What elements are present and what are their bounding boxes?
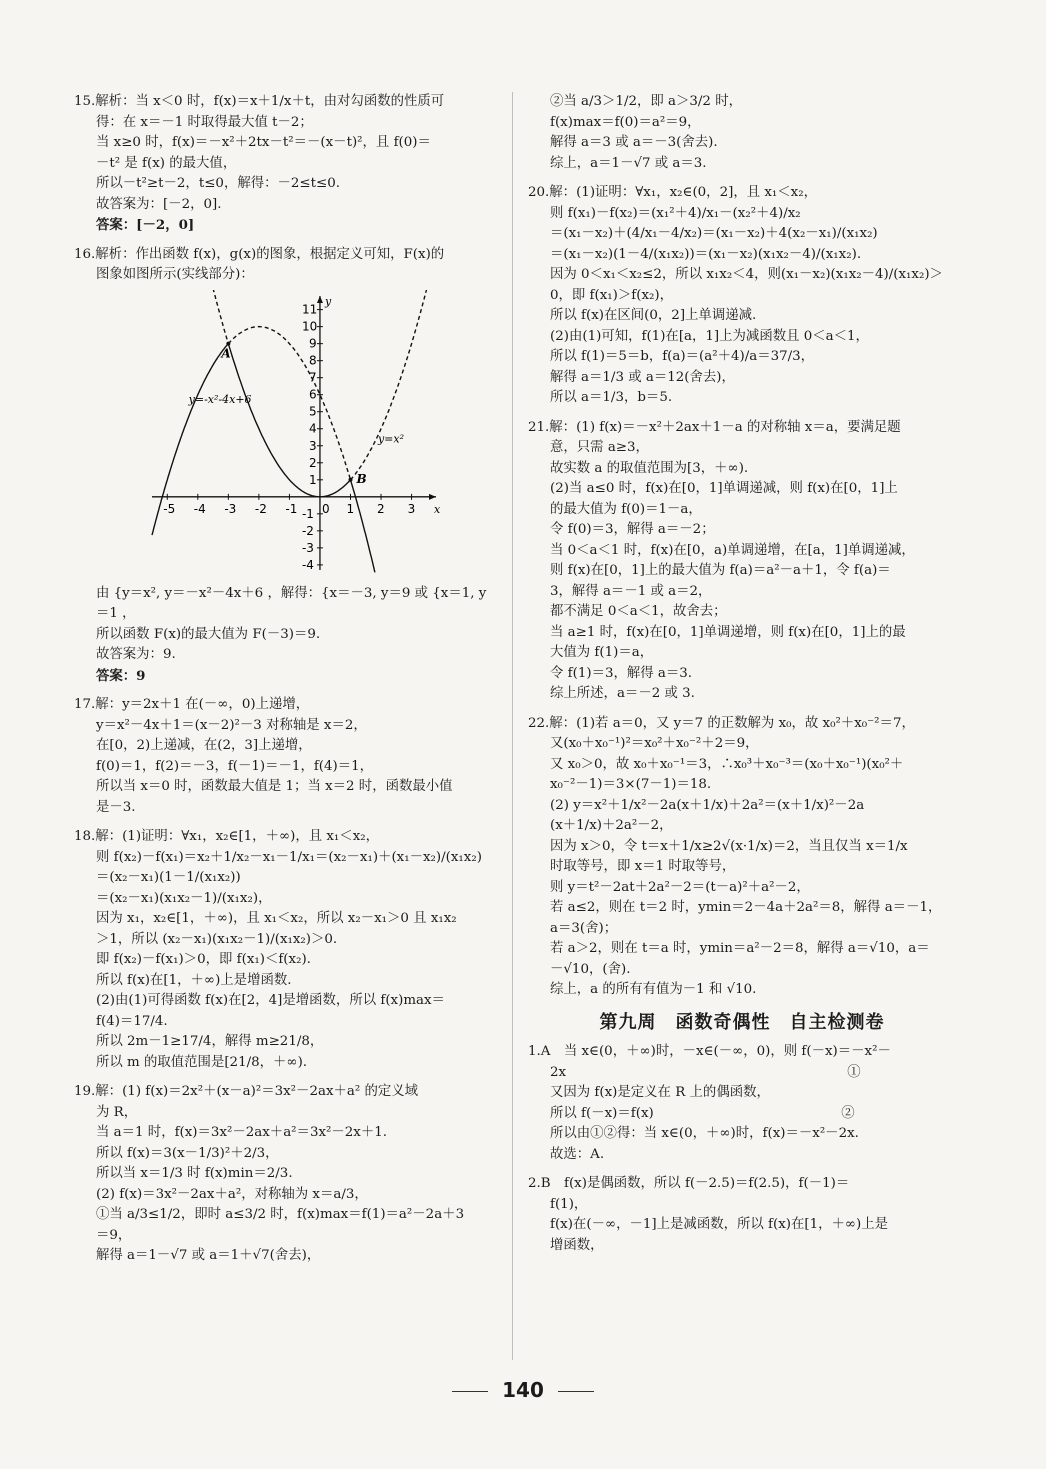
text-line: 是－3.	[96, 799, 136, 815]
text-line: 综上所述，a＝－2 或 3.	[550, 686, 695, 701]
text-line: 所以 m 的取值范围是[21/8，＋∞).	[96, 1054, 308, 1070]
y-axis-arrow	[317, 296, 323, 303]
text-line: 都不满足 0＜a＜1，故舍去；	[550, 604, 727, 619]
series-label: y=-x²-4x+6	[188, 392, 252, 406]
text-line: (2)由(1)可知，f(1)在[a，1]上为减函数且 0＜a＜1，	[550, 328, 869, 344]
text-line: ＝9，	[96, 1227, 132, 1243]
text-line: 因为 0＜x₁＜x₂≤2，所以 x₁x₂＜4，则(x₁－x₂)(x₁x₂－4)/(x₁x₂)＞	[550, 267, 943, 282]
y-tick-label: 3	[308, 438, 317, 453]
text-line: 解得 a＝3 或 a＝－3(舍去).	[550, 135, 718, 150]
text-line: 令 f(0)＝3，解得 a＝－2；	[550, 522, 715, 537]
y-tick-label: 10	[301, 319, 318, 334]
text-line: (2) f(x)＝3x²－2ax＋a²，对称轴为 x＝a/3，	[96, 1186, 368, 1202]
page-footer	[0, 1378, 1046, 1402]
text-line: f(1)，	[550, 1196, 588, 1212]
x-tick-label: 2	[377, 501, 385, 516]
text-line: 为 R，	[96, 1104, 138, 1120]
text-line: 0，即 f(x₁)＞f(x₂)，	[550, 287, 673, 303]
text-line: (2) y＝x²＋1/x²－2a(x＋1/x)＋2a²＝(x＋1/x)²－2a	[550, 797, 865, 813]
y-tick-label: 2	[308, 455, 317, 470]
text-line: (x＋1/x)＋2a²－2，	[550, 818, 673, 833]
problem-solution-line: 20.解：(1)证明：∀x₁，x₂∈(0，2]，且 x₁＜x₂，	[528, 185, 817, 200]
graph-svg	[144, 290, 444, 580]
curve-x-squared-right-dashed	[351, 290, 427, 480]
problem-solution-line: 18.解：(1)证明：∀x₁，x₂∈[1，＋∞)，且 x₁＜x₂，	[74, 829, 380, 844]
y-tick-label: -1	[301, 506, 314, 521]
text-line: 又因为 f(x)是定义在 R 上的偶函数，	[550, 1085, 770, 1100]
y-tick-label: -2	[301, 523, 314, 538]
x-tick-label: 1	[346, 501, 355, 516]
text-line: 2x ①	[550, 1064, 861, 1080]
text-line: 则 f(x)在[0，1]上的最大值为 f(a)＝a²－a＋1，令 f(a)＝	[550, 563, 891, 578]
text-line: 答案：9	[96, 667, 146, 684]
intersection-point	[348, 477, 352, 481]
text-line: ＞1，所以 (x₂－x₁)(x₁x₂－1)/(x₁x₂)＞0.	[96, 931, 338, 947]
text-line: 所以 2m－1≥17/4，解得 m≥21/8，	[96, 1034, 324, 1049]
text-line: ＝(x₁－x₂)(1－4/(x₁x₂))＝(x₁－x₂)(x₁x₂－4)/(x₁x₂).	[550, 246, 862, 262]
text-line: 意，只需 a≥3，	[550, 440, 649, 455]
right-column	[528, 92, 956, 1256]
y-tick-label: 11	[301, 302, 318, 317]
y-tick-label: -3	[301, 540, 314, 555]
function-graph	[144, 290, 444, 580]
x-axis-label: x	[434, 502, 441, 516]
text-line: x₀⁻²－1)＝3×(7－1)＝18.	[550, 777, 712, 792]
text-line: 当 a≥1 时，f(x)在[0，1]单调递增，则 f(x)在[0，1]上的最	[550, 624, 906, 640]
section-title: 第九周 函数奇偶性 自主检测卷	[599, 1011, 885, 1033]
x-tick-label: -4	[193, 501, 206, 516]
text-line: 综上，a＝1－√7 或 a＝3.	[550, 155, 707, 171]
text-line: 所以 f(x)在区间(0，2]上单调递减.	[550, 308, 757, 323]
text-line: 令 f(1)＝3，解得 a＝3.	[550, 665, 693, 681]
y-axis-label: y	[324, 294, 332, 308]
problem-solution-line: 2.B f(x)是偶函数，所以 f(－2.5)＝f(2.5)，f(－1)＝	[528, 1176, 850, 1191]
text-line: 时取等号，即 x＝1 时取等号，	[550, 859, 736, 874]
text-line: 解得 a＝1－√7 或 a＝1＋√7(舍去)，	[96, 1248, 321, 1263]
y-tick-label: 7	[308, 370, 317, 385]
text-line: f(0)＝1，f(2)＝－3，f(－1)＝－1，f(4)＝1，	[96, 758, 374, 774]
text-line: 即 f(x₂)－f(x₁)＞0，即 f(x₁)＜f(x₂).	[96, 952, 311, 967]
y-tick-label: 6	[308, 387, 317, 402]
text-line: 所以 f(－x)＝f(x) ②	[550, 1105, 855, 1121]
text-line: ②当 a/3＞1/2，即 a＞3/2 时，	[550, 94, 742, 109]
footer-dash-right	[558, 1391, 594, 1392]
text-line: 故选：A.	[550, 1146, 605, 1162]
y-tick-label: 1	[308, 472, 317, 487]
text-line: 解得 a＝1/3 或 a＝12(舍去)，	[550, 369, 735, 385]
text-line: 所以由①②得：当 x∈(0，＋∞)时，f(x)＝－x²－2x.	[550, 1126, 859, 1141]
text-line: 的最大值为 f(0)＝1－a，	[550, 501, 702, 517]
text-line: 当 a＝1 时，f(x)＝3x²－2ax＋a²＝3x²－2x＋1.	[96, 1125, 388, 1140]
text-line: 由 {y＝x², y＝－x²－4x＋6 ，解得：{x＝－3, y＝9 或 {x＝1, y＝1 ，	[96, 585, 487, 621]
text-line: y＝x²－4x＋1＝(x－2)²－3 对称轴是 x＝2，	[96, 717, 367, 733]
text-line: 因为 x＞0，令 t＝x＋1/x≥2√(x·1/x)＝2，当且仅当 x＝1/x	[550, 838, 908, 854]
footer-dash-left	[452, 1391, 488, 1392]
text-line: 则 f(x₂)－f(x₁)＝x₂＋1/x₂－x₁－1/x₁＝(x₂－x₁)＋(x₁－x₂)/(x₁x₂)	[96, 849, 482, 865]
text-line: f(x)在(－∞，－1]上是减函数，所以 f(x)在[1，＋∞)上是	[550, 1217, 889, 1232]
text-line: 所以－t²≥t－2，t≤0，解得：－2≤t≤0.	[96, 176, 341, 191]
curve-parabola-down-right-solid	[351, 479, 375, 572]
x-tick-label: -3	[224, 501, 237, 516]
text-line: 当 x≥0 时，f(x)＝－x²＋2tx－t²＝－(x－t)²，且 f(0)＝	[96, 135, 431, 150]
problem-solution-line: 1.A 当 x∈(0，＋∞)时，－x∈(－∞，0)，则 f(－x)＝－x²－	[528, 1044, 891, 1059]
problem-solution-line: 15.解析：当 x＜0 时，f(x)＝x＋1/x＋t，由对勾函数的性质可	[74, 94, 445, 109]
text-line: 3，解得 a＝－1 或 a＝2，	[550, 583, 712, 599]
left-column	[74, 92, 499, 1267]
x-tick-label: -1	[285, 501, 298, 516]
text-line: 所以当 x＝1/3 时 f(x)min＝2/3.	[96, 1166, 293, 1181]
problem-solution-line: 16.解析：作出函数 f(x)，g(x)的图象，根据定义可知，F(x)的	[74, 246, 445, 262]
y-tick-label: 5	[308, 404, 317, 419]
y-tick-label: 4	[308, 421, 317, 436]
text-line: 故答案为：9.	[96, 647, 176, 662]
point-label: B	[356, 471, 367, 486]
page-number: 140	[502, 1378, 544, 1402]
problem-solution-line: 22.解：(1)若 a＝0，又 y＝7 的正数解为 x₀，故 x₀²＋x₀⁻²＝7，	[528, 715, 915, 731]
x-tick-label: -5	[163, 501, 176, 516]
text-line: 图象如图所示(实线部分)：	[96, 267, 254, 282]
text-line: a＝3(舍)；	[550, 920, 618, 936]
x-tick-label: 3	[407, 501, 416, 516]
x-tick-label: -2	[254, 501, 267, 516]
intersection-point	[226, 341, 230, 345]
text-line: 得：在 x＝－1 时取得最大值 t－2；	[96, 114, 313, 130]
text-line: 故答案为：[－2，0].	[96, 196, 222, 212]
text-line: f(x)max＝f(0)＝a²＝9，	[550, 114, 701, 130]
text-line: ＝(x₁－x₂)＋(4/x₁－4/x₂)＝(x₁－x₂)＋4(x₂－x₁)/(x₁x₂)	[550, 226, 878, 241]
text-line: 综上，a 的所有有值为－1 和 √10.	[550, 982, 757, 997]
text-line: ①当 a/3≤1/2，即时 a≤3/2 时，f(x)max＝f(1)＝a²－2a＋3	[96, 1207, 465, 1222]
text-line: 当 0＜a＜1 时，f(x)在[0，a)单调递增，在[a，1]单调递减，	[550, 542, 915, 558]
problem-solution-line: 19.解：(1) f(x)＝2x²＋(x－a)²＝3x²－2ax＋a² 的定义域	[74, 1084, 419, 1099]
text-line: f(4)＝17/4.	[96, 1013, 168, 1029]
text-line: 所以当 x＝0 时，函数最大值是 1；当 x＝2 时，函数最小值	[96, 779, 453, 794]
text-line: 增函数，	[550, 1237, 604, 1253]
text-line: 所以 a＝1/3，b＝5.	[550, 390, 673, 405]
text-line: 若 a＞2，则在 t＝a 时，ymin＝a²－2＝8，解得 a＝√10，a＝	[550, 941, 930, 956]
x-tick-label: 0	[321, 501, 330, 516]
text-line: 则 y＝t²－2at＋2a²－2＝(t－a)²＋a²－2，	[550, 879, 810, 895]
text-line: －t² 是 f(x) 的最大值，	[96, 155, 237, 171]
problem-solution-line: 21.解：(1) f(x)＝－x²＋2ax＋1－a 的对称轴 x＝a，要满足题	[528, 419, 901, 435]
text-line: 所以 f(x)＝3(x－1/3)²＋2/3，	[96, 1145, 279, 1161]
text-line: 答案：[－2，0]	[96, 217, 195, 233]
text-line: 则 f(x₁)－f(x₂)＝(x₁²＋4)/x₁－(x₂²＋4)/x₂	[550, 205, 801, 221]
text-line: (2)当 a≤0 时，f(x)在[0，1]单调递减，则 f(x)在[0，1]上	[550, 481, 898, 496]
problem-solution-line: 17.解：y＝2x＋1 在(－∞，0)上递增，	[74, 697, 310, 712]
y-tick-label: 9	[308, 336, 317, 351]
text-line: 所以函数 F(x)的最大值为 F(－3)＝9.	[96, 626, 321, 642]
text-line: 故实数 a 的取值范围为[3，＋∞).	[550, 460, 749, 476]
y-tick-label: -4	[301, 557, 314, 572]
point-label: A	[221, 346, 231, 361]
text-line: －√10，(舍).	[550, 961, 631, 977]
curve-x-squared-left-dashed	[213, 290, 228, 344]
series-label: y=x²	[377, 431, 405, 445]
x-axis-arrow	[429, 493, 436, 499]
text-line: 因为 x₁，x₂∈[1，＋∞)，且 x₁＜x₂，所以 x₂－x₁＞0 且 x₁x₂	[96, 911, 457, 926]
text-line: ＝(x₂－x₁)(1－1/(x₁x₂))	[96, 870, 241, 885]
text-line: 又 x₀＞0，故 x₀＋x₀⁻¹＝3，∴x₀³＋x₀⁻³＝(x₀＋x₀⁻¹)(x₀²＋	[550, 756, 904, 772]
curve-x-squared-solid	[228, 343, 350, 496]
text-line: 所以 f(1)＝5＝b，f(a)＝(a²＋4)/a＝37/3，	[550, 349, 815, 364]
text-line: 又(x₀＋x₀⁻¹)²＝x₀²＋x₀⁻²＋2＝9，	[550, 736, 759, 751]
text-line: (2)由(1)可得函数 f(x)在[2，4]是增函数，所以 f(x)max＝	[96, 993, 445, 1008]
text-line: 在[0，2)上递减，在(2，3]上递增，	[96, 738, 312, 753]
text-line: 大值为 f(1)＝a，	[550, 645, 654, 660]
column-divider	[512, 92, 513, 1360]
text-line: 所以 f(x)在[1，＋∞)上是增函数.	[96, 972, 292, 988]
text-line: 若 a≤2，则在 t＝2 时，ymin＝2－4a＋2a²＝8，解得 a＝－1，	[550, 900, 942, 915]
y-tick-label: 8	[308, 353, 317, 368]
text-line: ＝(x₂－x₁)(x₁x₂－1)/(x₁x₂)，	[96, 890, 272, 906]
